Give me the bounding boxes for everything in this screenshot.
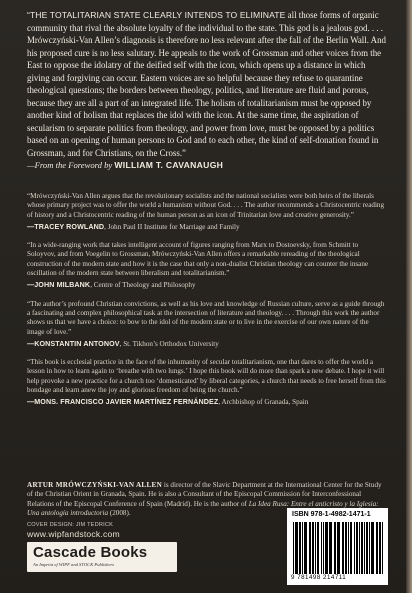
barcode-bar	[321, 522, 322, 574]
barcode-bar	[337, 522, 340, 574]
barcode-bar	[302, 522, 303, 574]
barcode-bar	[329, 522, 332, 574]
barcode-bar	[317, 522, 319, 574]
endorsement	[27, 300, 387, 349]
endorser-affiliation: , Centre of Theology and Philosophy	[90, 281, 196, 290]
endorsements	[27, 192, 387, 417]
barcode-bar	[379, 522, 381, 574]
publisher-website: www.wipfandstock.com	[27, 529, 120, 539]
barcode-bar	[323, 522, 324, 574]
barcode-bar	[371, 522, 374, 574]
barcode-bar	[293, 522, 294, 574]
endorsement-attribution	[27, 340, 387, 349]
barcode-bar	[361, 522, 363, 574]
barcode-bar	[334, 522, 336, 574]
endorser-name: —JOHN MILBANK	[27, 281, 91, 290]
isbn-barcode	[287, 508, 388, 585]
isbn-label: ISBN 978-1-4982-1471-1	[292, 511, 371, 518]
endorser-affiliation: , St. Tikhon’s Orthodox University	[119, 339, 219, 348]
barcode-bar	[364, 522, 365, 574]
barcode-bar	[382, 522, 383, 574]
endorsement-quote: “Mrówczyński-Van Allen argues that the revolutionary socialists and the national socialists were both heirs of the liberals whose primary project was to offer the world a humanism without God. . . . The author recommends a Christocentric reading of history and a Christocentric reading of the human person as an icon of Trinitarian love and creative generosity.”	[27, 192, 385, 219]
barcode-bar	[299, 522, 301, 574]
barcode-bar	[350, 522, 352, 574]
barcode-bar	[342, 522, 344, 574]
barcode-bar	[304, 522, 307, 574]
endorsement-quote: “In a wide-ranging work that takes intelligent account of figures ranging from Marx to Dostoevsky, from Schmitt to Soloyvov, and from Voegelin to Grossman, Mrówczyński-Van Allen offers a remarkable rereading of the theological construction of the modern state and how it is the case that only a non-dualist Christian theology can counter the insane oscillation of the modern state between liberalism and totalitarianism.”	[27, 241, 369, 278]
barcode-bar	[295, 522, 298, 574]
endorsement-attribution	[27, 223, 387, 232]
endorser-name: —TRACEY ROWLAND	[27, 222, 105, 231]
attr-foreword: Foreword	[68, 160, 102, 170]
publisher-tagline: An Imprint of WIPF and STOCK Publishers	[33, 562, 115, 567]
author-name: ARTUR MRÓWCZYŃSKI-VAN ALLEN	[27, 481, 163, 489]
blurb-attribution	[27, 160, 223, 170]
barcode-bar	[348, 522, 349, 574]
barcode-bar	[345, 522, 347, 574]
endorsement	[27, 241, 387, 290]
cover-design-credit: COVER DESIGN: JIM TEDRICK	[27, 522, 114, 528]
barcode-bar	[354, 522, 355, 574]
endorser-name: —MONS. FRANCISCO JAVIER MARTÍNEZ FERNÁNDEZ	[27, 398, 219, 407]
endorser-affiliation: , Archbishop of Granada, Spain	[218, 398, 309, 407]
barcode-bar	[369, 522, 370, 574]
endorsement	[27, 192, 387, 232]
book-edge	[406, 0, 412, 593]
foreword-blurb	[27, 9, 387, 172]
bio-text-1: is director of the Slavic Department at the International Center for the Study of the Christian Orient in Granada, Spain. He is also a Consultant of the Episcopal Commission for Interconfessional Relations of the Episcopal Conference of Spain (Madrid). He is the author of	[27, 481, 382, 508]
endorsement-quote: “The author’s profound Christian convictions, as well as his love and knowledge of Russian culture, serve as a guide through a fascinating and complex philosophical task at the intersection of literature and theology. . . . Through this work the author shows us that we have a choice: to bow to the idol of the modern state or to live in the exercise of our own nature of the image of love.”	[27, 299, 385, 336]
endorser-name: —KONSTANTIN ANTONOV	[27, 339, 120, 348]
barcode-bar	[315, 522, 316, 574]
barcode-bar	[376, 522, 378, 574]
endorsement-attribution	[27, 281, 387, 290]
barcode-digits: 9 781498 214711	[291, 574, 347, 581]
blurb-lead: “THE TOTALITARIAN STATE CLEARLY INTENDS TO ELIMINATE	[27, 10, 286, 20]
endorsement-attribution	[27, 398, 387, 407]
endorsement	[27, 358, 387, 407]
barcode-image	[293, 522, 383, 574]
attr-prefix: —From the	[27, 160, 69, 170]
barcode-bar	[312, 522, 314, 574]
barcode-bar	[325, 522, 328, 574]
barcode-bar	[356, 522, 358, 574]
blurb-body: all those forms of organic community that rival the absolute loyalty of the individual to the state. This god is a jealous god. . . . Mrówczyński-Van Allen’s diagnosis is therefore no less relevant after the fall of the Berlin Wall. And his proposed cure is no less salutary. He appeals to the work of Grossman and other voices from the East to oppose the idolatry of the deified self with the icon, which opens up a distance in which giving and forgiving can occur. Eastern voices are so helpful because they refuse to quarantine theological questions; the borders between theology, politics, and literature are fluid and porous, because they are all a part of an integrated life. The holism of totalitarianism must be opposed by another kind of holism that replaces the idol with the icon. At the same time, the aspiration of secularism to separate politics from theology, and power from love, must be opposed by a politics based on an opening of human persons to God and to each other, the kind of self-donation found in Grossman, and for Christians, on the Cross.”	[27, 10, 386, 158]
barcode-bar	[309, 522, 311, 574]
endorsement-quote: “This book is ecclesial practice in the face of the inhumanity of secular totalitarianism, one that dares to offer the world a lesson in how to learn again to ‘breathe with two lungs.’ I hope this book will do more than spark a new debate. I hope it will help provoke a new practice for a church too ‘domesticated’ by liberal categories, a church that needs to free herself from this bondage and learn anew the joy and glorious freedom of being the church.”	[27, 358, 386, 395]
bio-text-2: (2008).	[108, 508, 131, 517]
publisher-logo	[27, 542, 177, 572]
barcode-bar	[359, 522, 360, 574]
barcode-bar	[366, 522, 368, 574]
publisher-brand: Cascade Books	[33, 544, 148, 561]
endorser-affiliation: , John Paul II Institute for Marriage and Family	[104, 222, 240, 231]
attr-by: by	[101, 160, 115, 170]
bio-book-title: La Idea Rusa: Entre el anticristo y la Iglesia: Una antología introductoria	[27, 499, 379, 517]
attr-name: WILLIAM T. CAVANAUGH	[114, 160, 224, 170]
